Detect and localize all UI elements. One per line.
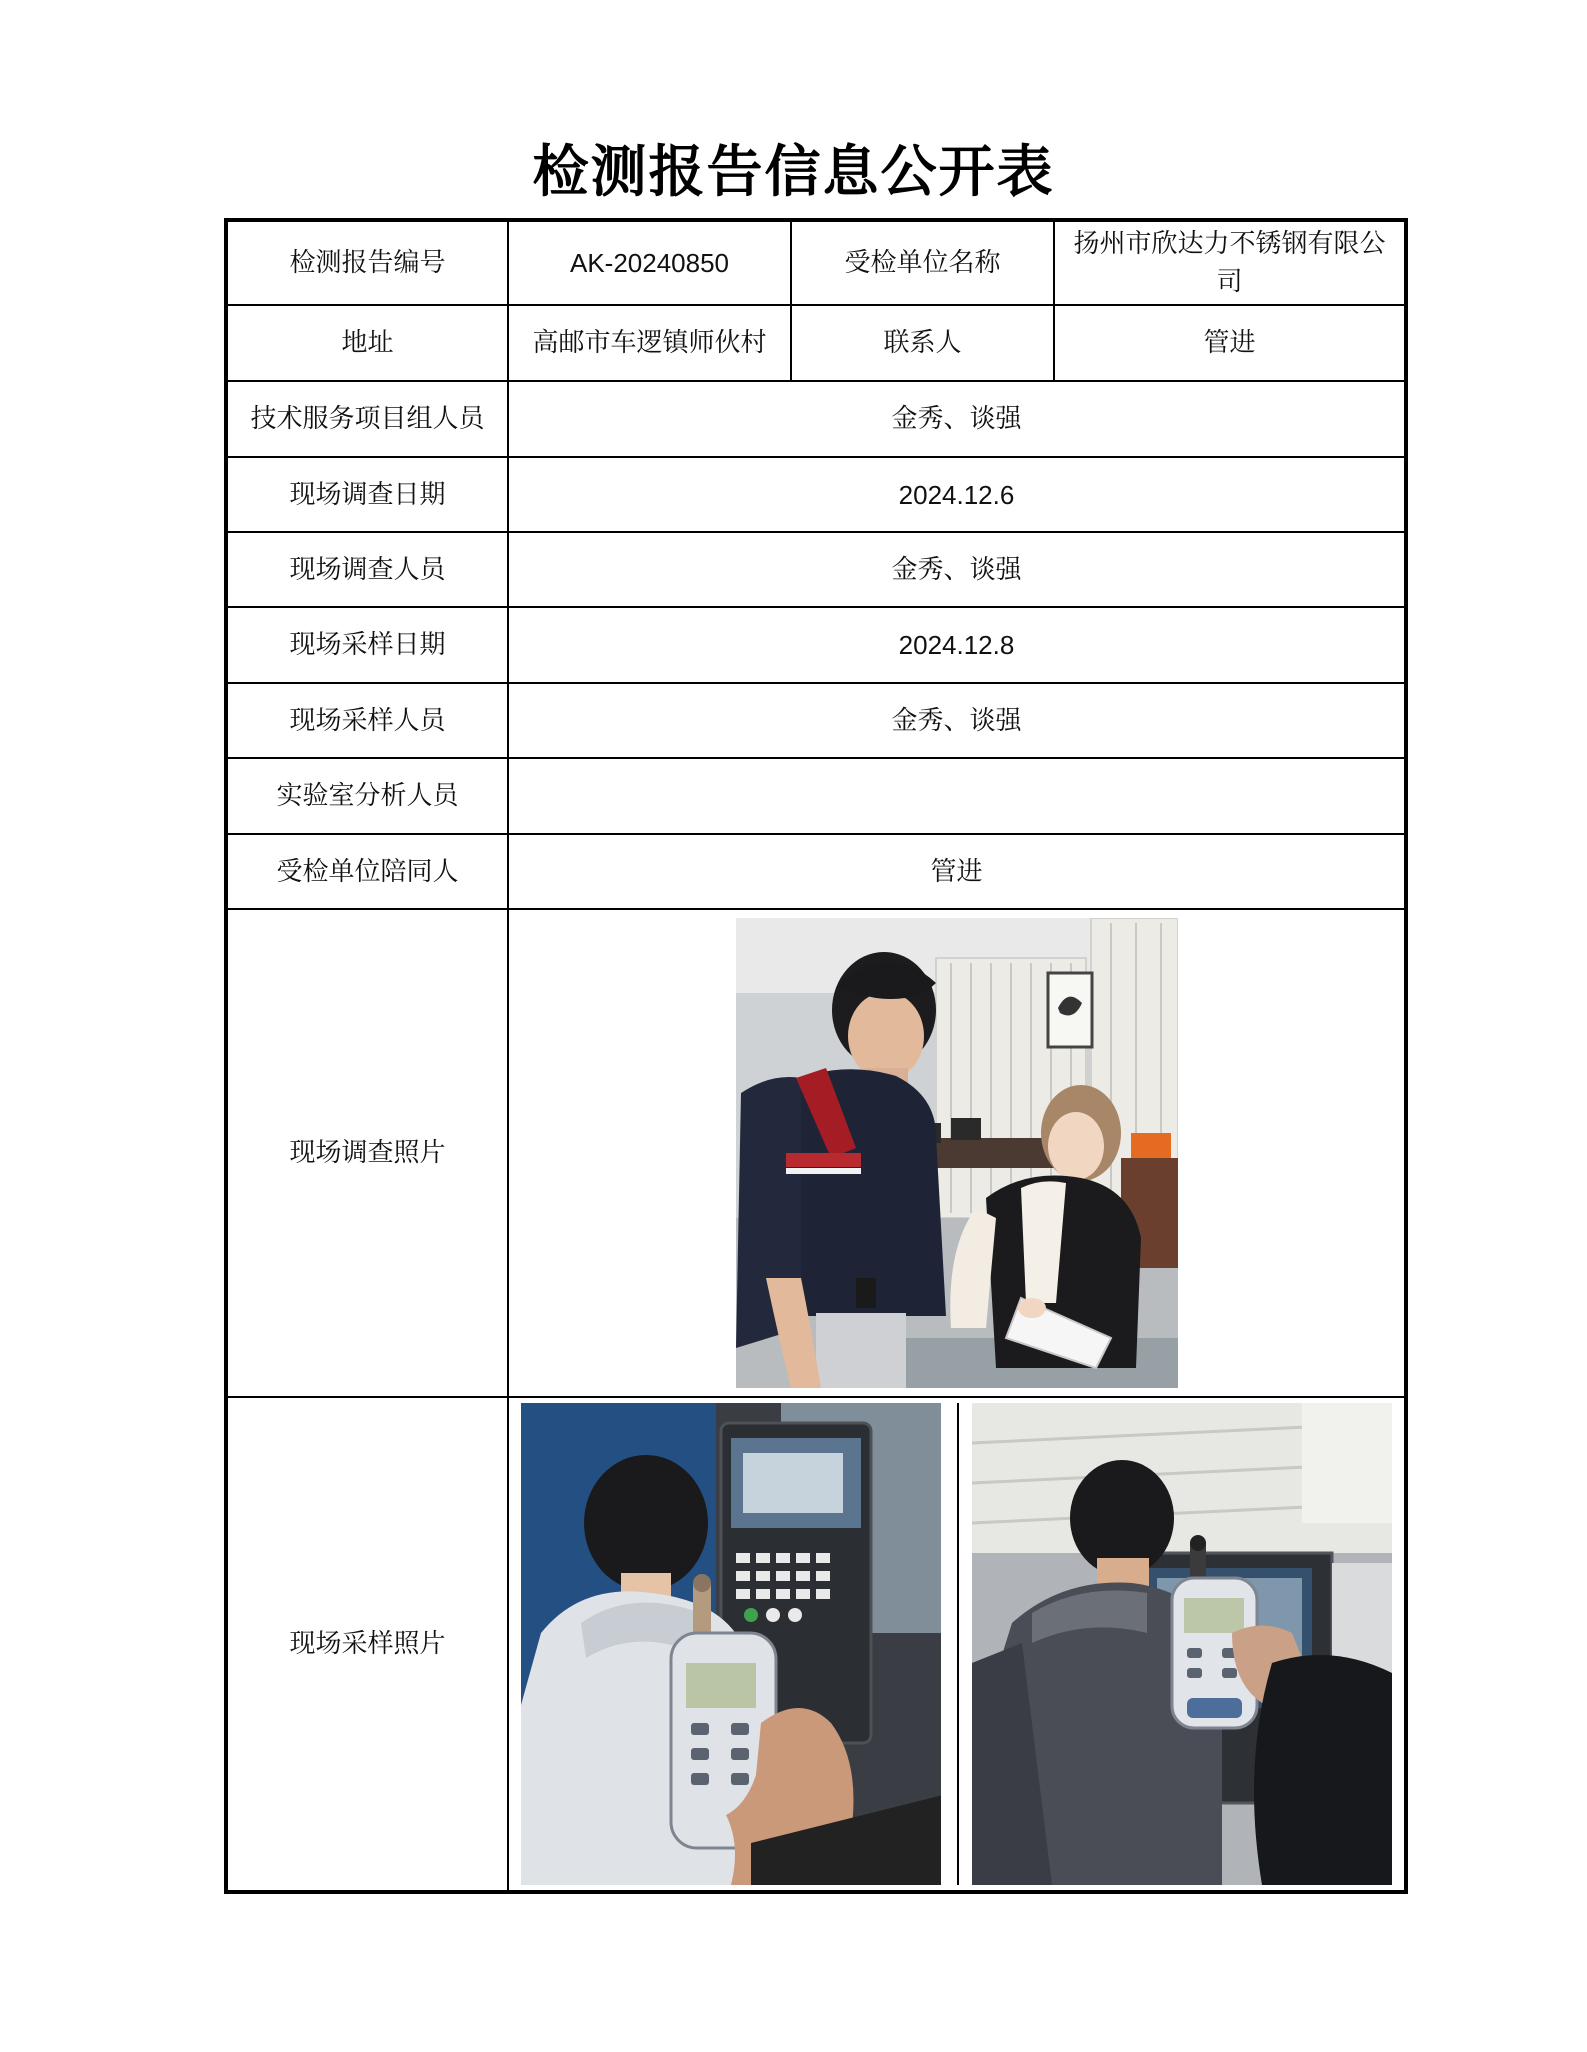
escort-value: 管进 [508,834,1406,909]
table-row [226,305,1406,381]
report-no-value: AK-20240850 [508,220,791,305]
contact-value: 管进 [1054,305,1406,381]
unit-name-label: 受检单位名称 [791,220,1054,305]
photo-divider [957,1403,959,1885]
escort-label: 受检单位陪同人 [226,834,508,909]
sampling-date-value: 2024.12.8 [508,607,1406,683]
table-row [226,457,1406,532]
sampling-photo-cell [508,1397,1406,1892]
table-row [226,909,1406,1397]
table-row [226,1397,1406,1892]
team-label: 技术服务项目组人员 [226,381,508,457]
table-row [226,220,1406,305]
survey-date-value: 2024.12.6 [508,457,1406,532]
table-row [226,381,1406,457]
table-row [226,607,1406,683]
survey-date-label: 现场调查日期 [226,457,508,532]
survey-photo-label: 现场调查照片 [226,909,508,1397]
sampling-date-label: 现场采样日期 [226,607,508,683]
address-label: 地址 [226,305,508,381]
info-table [224,218,1408,1894]
survey-photo-cell [508,909,1406,1397]
sampling-staff-label: 现场采样人员 [226,683,508,758]
sampling-photo-label: 现场采样照片 [226,1397,508,1892]
sampling-staff-value: 金秀、谈强 [508,683,1406,758]
survey-photo [736,918,1178,1388]
survey-staff-value: 金秀、谈强 [508,532,1406,607]
contact-label: 联系人 [791,305,1054,381]
report-no-label: 检测报告编号 [226,220,508,305]
table-row [226,834,1406,909]
table-row [226,758,1406,834]
sampling-photo-2 [972,1403,1392,1885]
sampling-photo-1 [521,1403,941,1885]
page-title: 检测报告信息公开表 [532,140,1055,205]
lab-staff-value [508,758,1406,834]
team-value: 金秀、谈强 [508,381,1406,457]
table-row [226,683,1406,758]
address-value: 高邮市车逻镇师伙村 [508,305,791,381]
lab-staff-label: 实验室分析人员 [226,758,508,834]
survey-staff-label: 现场调查人员 [226,532,508,607]
table-row [226,532,1406,607]
unit-name-value: 扬州市欣达力不锈钢有限公司 [1054,220,1406,305]
